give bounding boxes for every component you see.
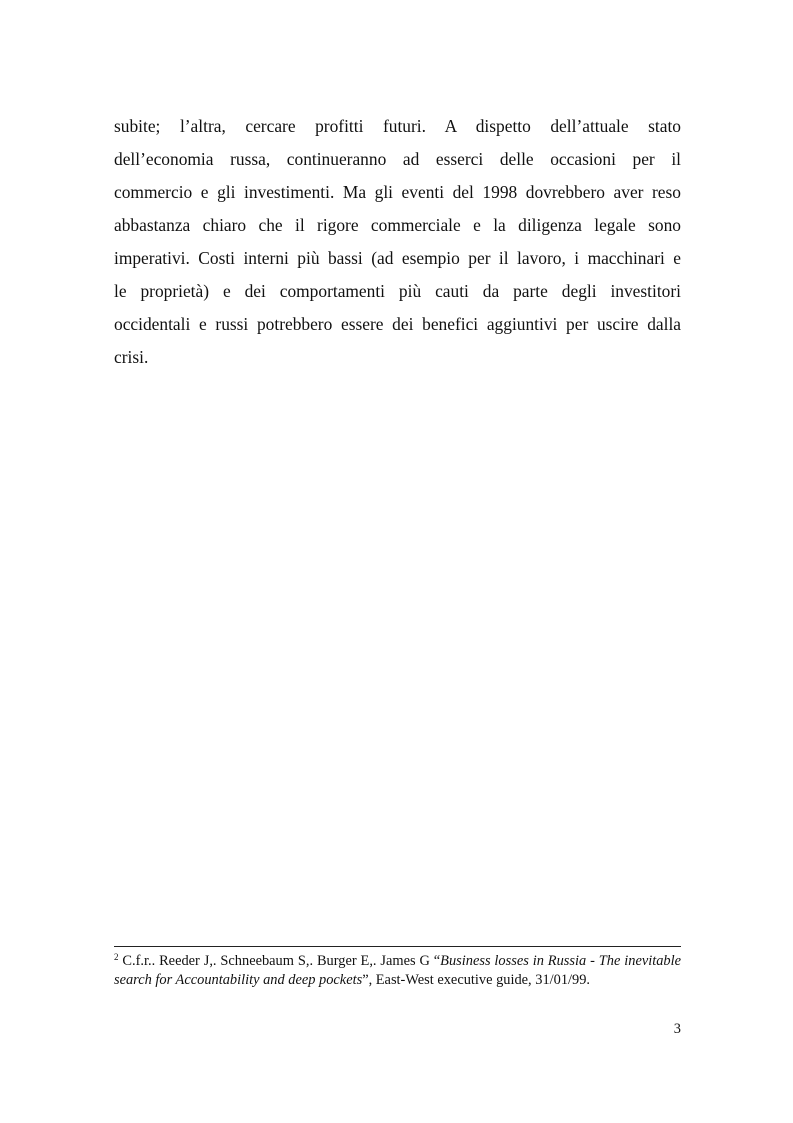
footnote-title: Business losses in Russia - The inevitable search for Accountability and deep pockets bbox=[114, 953, 681, 988]
body-line-1: subite; l’altra, cercare profitti futuri. A dispetto dell’attuale stato bbox=[114, 116, 681, 136]
body-line-2: dell’economia russa, continueranno ad esserci delle occasioni per il bbox=[114, 149, 681, 169]
body-line-4: abbastanza chiaro che il rigore commerciale e la diligenza legale sono bbox=[114, 215, 681, 235]
body-line-6: le proprietà) e dei comportamenti più cauti da parte degli investitori bbox=[114, 281, 681, 301]
footnote-prefix: C.f.r.. Reeder J,. Schneebaum S,. Burger E,. James G “ bbox=[122, 953, 441, 969]
body-line-5: imperativi. Costi interni più bassi (ad esempio per il lavoro, i macchinari e bbox=[114, 248, 681, 268]
footnote-number: 2 bbox=[114, 952, 119, 962]
footnote bbox=[114, 952, 681, 990]
body-line-3: commercio e gli investimenti. Ma gli eventi del 1998 dovrebbero aver reso bbox=[114, 182, 681, 202]
body-line-8: crisi. bbox=[114, 347, 149, 367]
footnote-separator bbox=[114, 946, 681, 947]
page-number: 3 bbox=[673, 1021, 681, 1037]
footnote-suffix: ”, East-West executive guide, 31/01/99. bbox=[362, 972, 591, 988]
body-paragraph bbox=[114, 110, 681, 374]
body-line-7: occidentali e russi potrebbero essere dei benefici aggiuntivi per uscire dalla bbox=[114, 314, 681, 334]
